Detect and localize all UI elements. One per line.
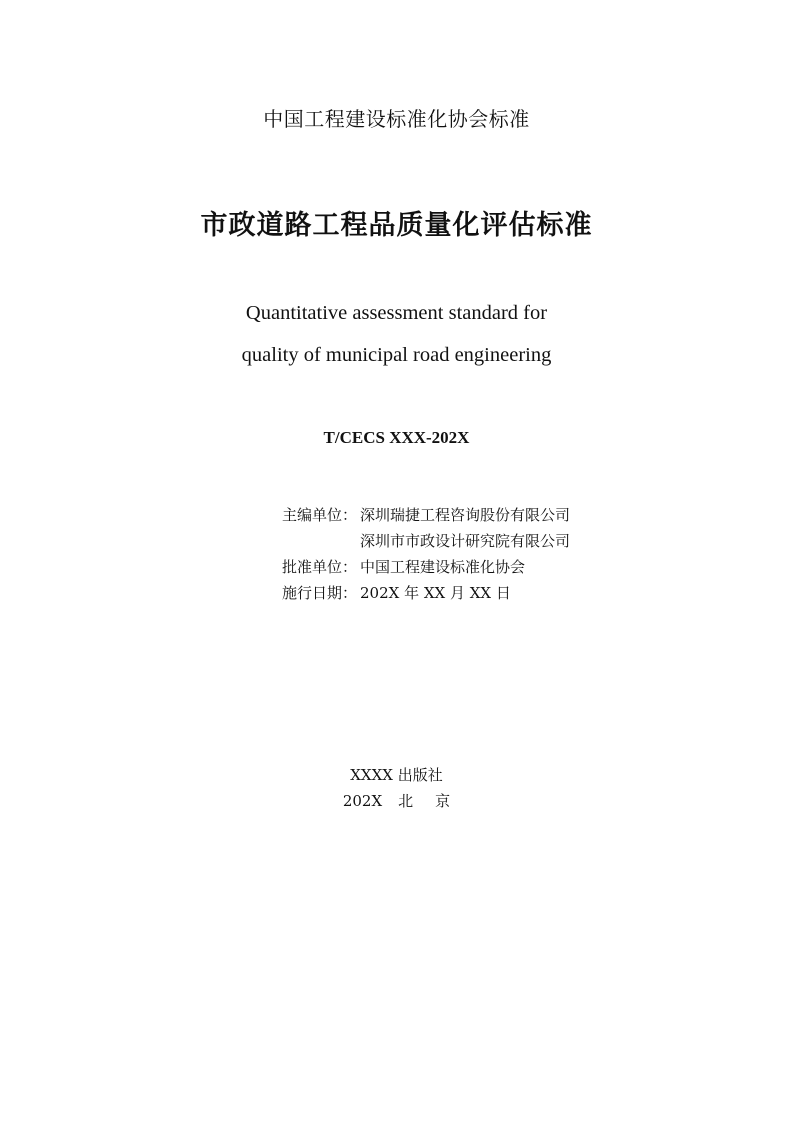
spacer xyxy=(282,530,360,552)
effective-date-value: 202X 年 XX 月 XX 日 xyxy=(360,584,511,602)
effective-date-row xyxy=(282,582,511,604)
publication-city-char-2: 京 xyxy=(435,792,451,810)
publication-year: 202X xyxy=(342,792,383,810)
publisher: XXXX 出版社 xyxy=(350,766,443,784)
organization-header: 中国工程建设标准化协会标准 xyxy=(263,107,530,131)
standard-title-english-line1: Quantitative assessment standard for xyxy=(245,302,548,324)
effective-date-label: 施行日期： xyxy=(282,584,358,602)
chief-editor-label: 主编单位： xyxy=(282,506,358,524)
chief-editor-value-1: 深圳瑞捷工程咨询股份有限公司 xyxy=(360,506,571,524)
standard-title-chinese: 市政道路工程品质量化评估标准 xyxy=(200,210,593,241)
chief-editor-row-2 xyxy=(282,530,570,552)
standard-title-english-line2: quality of municipal road engineering xyxy=(241,344,552,366)
chief-editor-value-2: 深圳市市政设计研究院有限公司 xyxy=(360,532,571,550)
chief-editor-row xyxy=(282,504,570,526)
approval-value: 中国工程建设标准化协会 xyxy=(360,558,526,576)
approval-row xyxy=(282,556,525,578)
publication-place xyxy=(0,790,793,811)
approval-label: 批准单位： xyxy=(282,558,358,576)
publication-city-char-1: 北 xyxy=(398,792,414,810)
standard-code: T/CECS XXX-202X xyxy=(323,428,470,447)
